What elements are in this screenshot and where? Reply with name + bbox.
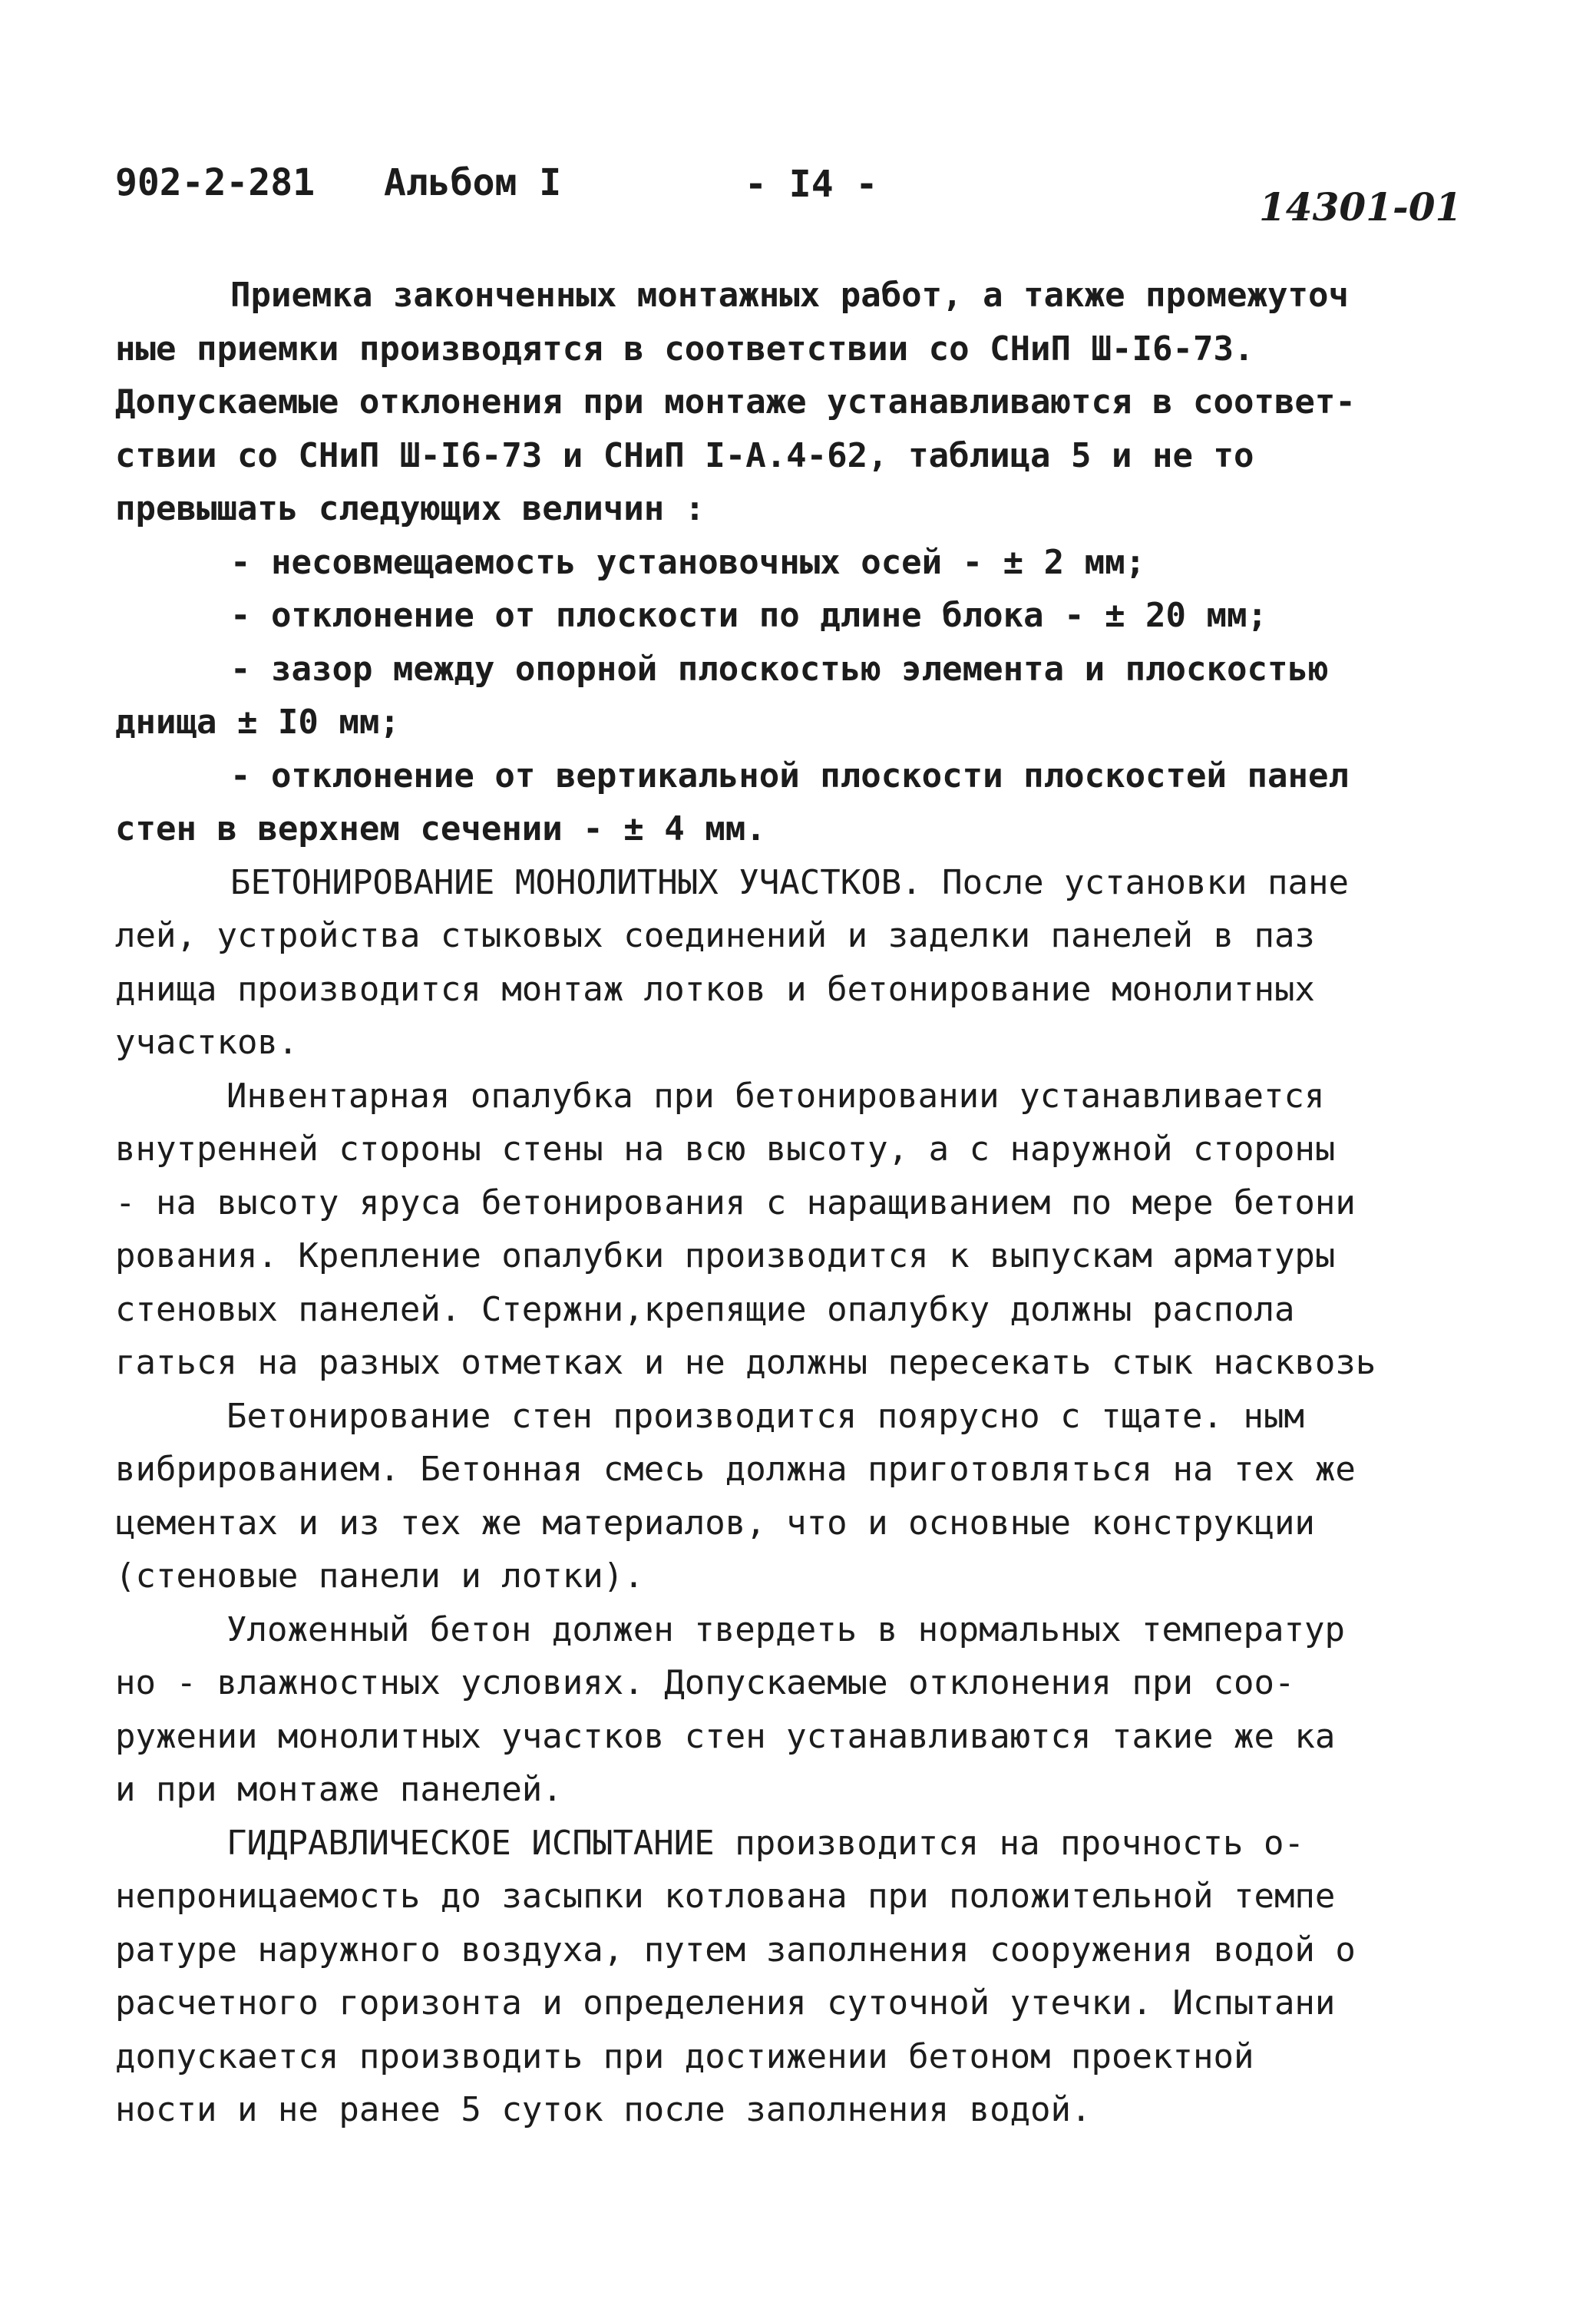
text-line: ствии со СНиП Ш-I6-73 и СНиП I-А.4-62, таблица 5 и не то [115,435,1254,475]
text-line: но - влажностных условиях. Допускаемые отклонения при соо- [115,1663,1295,1702]
text-line: (стеновые панели и лотки). [115,1556,644,1596]
text-line: стеновых панелей. Стержни,крепящие опалубку должны распола [115,1289,1295,1329]
text-line: - отклонение от вертикальной плоскости плоскостей панел [230,756,1349,796]
text-line: допускается производить при достижении бетоном проектной [115,2036,1254,2076]
text-line: Приемка законченных монтажных работ, а также промежуточ [230,276,1349,315]
text-line: цементах и из тех же материалов, что и основные конструкции [115,1503,1315,1543]
document-code: 902-2-281 [115,161,316,204]
text-line: участков. [115,1023,299,1062]
text-line: днища производится монтаж лотков и бетонирование монолитных [115,969,1315,1009]
text-line: вибрированием. Бетонная смесь должна приготовляться на тех же [115,1450,1356,1489]
text-line: ности и не ранее 5 суток после заполнения водой. [115,2090,1092,2129]
text-line: - зазор между опорной плоскостью элемента и плоскостью [230,649,1329,689]
text-line: ружении монолитных участков стен устанавливаются такие же ка [115,1716,1336,1756]
text-line: рования. Крепление опалубки производится к выпускам арматуры [115,1236,1336,1275]
text-line: Бетонирование стен производится поярусно с тщате. ным [226,1396,1304,1436]
text-line: - несовмещаемость установочных осей - ± 2 мм; [230,542,1146,582]
text-line: гаться на разных отметках и не должны пересекать стык насквозь [115,1343,1376,1382]
text-line: - отклонение от плоскости по длине блока - ± 20 мм; [230,596,1268,635]
text-line: превышать следующих величин : [115,489,705,528]
body-text [115,269,1489,2137]
text-line: расчетного горизонта и определения суточной утечки. Испытани [115,1983,1336,2023]
text-line: непроницаемость до засыпки котлована при положительной темпе [115,1877,1336,1916]
text-line: ратуре наружного воздуха, путем заполнения сооружения водой о [115,1930,1356,1970]
text-line: внутренней стороны стены на всю высоту, а с наружной стороны [115,1130,1336,1169]
text-line: днища ± I0 мм; [115,703,400,742]
text-line: ГИДРАВЛИЧЕСКОЕ ИСПЫТАНИЕ производится на прочность о- [226,1823,1304,1863]
text-line: Допускаемые отклонения при монтаже устанавливаются в соответ- [115,382,1356,422]
text-line: Уложенный бетон должен твердеть в нормальных температур [226,1609,1345,1649]
text-line: Инвентарная опалубка при бетонировании устанавливается [226,1076,1325,1116]
handwritten-mark: 14301-01 [1259,184,1462,230]
text-line: БЕТОНИРОВАНИЕ МОНОЛИТНЫХ УЧАСТКОВ. После установки пане [230,862,1349,902]
text-line: ные приемки производятся в соответствии со СНиП Ш-I6-73. [115,329,1254,369]
text-line: лей, устройства стыковых соединений и заделки панелей в паз [115,916,1315,955]
text-line: - на высоту яруса бетонирования с наращиванием по мере бетони [115,1182,1356,1222]
text-line: и при монтаже панелей. [115,1770,563,1809]
text-line: стен в верхнем сечении - ± 4 мм. [115,809,766,848]
album-label: Альбом I [384,161,562,204]
page-number: - I4 - [745,163,878,206]
